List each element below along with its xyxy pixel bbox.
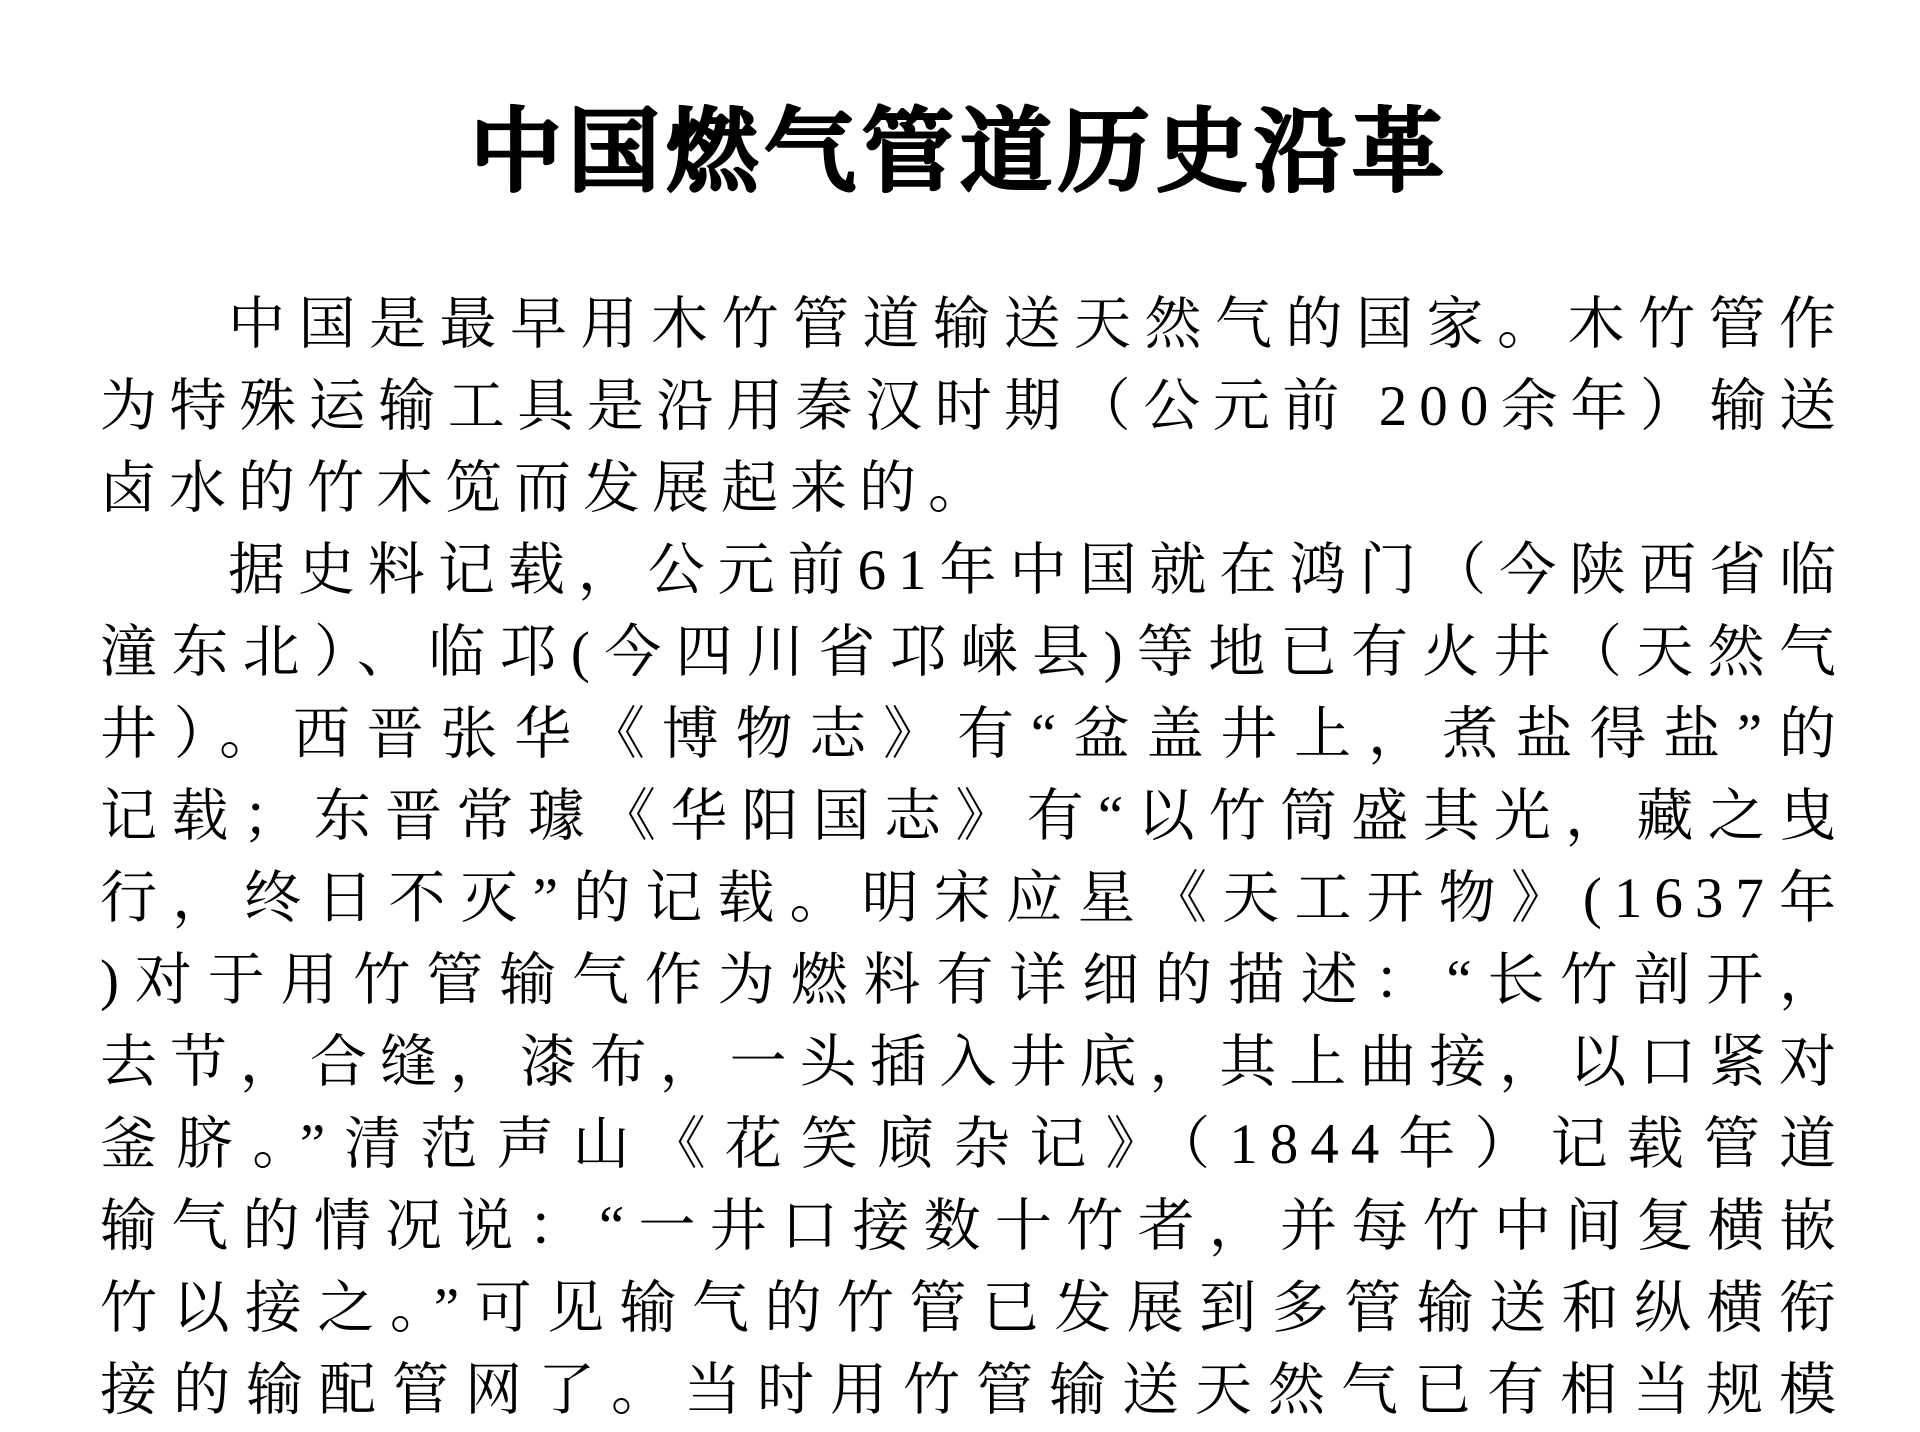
text-line: 釜脐。”清范声山《花笑庼杂记》（1844年）记载管道 xyxy=(100,1113,1848,1176)
text-line: 据史料记载，公元前61年中国就在鸿门（今陕西省临 xyxy=(228,539,1848,602)
text-line: 竹以接之。”可见输气的竹管已发展到多管输送和纵横衔 xyxy=(100,1277,1848,1340)
text-line: 井）。西晋张华《博物志》有“盆盖井上，煮盐得盐”的 xyxy=(100,703,1848,766)
text-line-clipped: 接的输配管网了。当时用竹管输送天然气已有相当规模 xyxy=(100,1359,1848,1422)
text-line: 为特殊运输工具是沿用秦汉时期（公元前 200余年）输送 xyxy=(100,375,1848,438)
page-title: 中国燃气管道历史沿革 xyxy=(469,101,1450,203)
text-line: 去节，合缝，漆布，一头插入井底，其上曲接，以口紧对 xyxy=(100,1031,1848,1094)
text-line: 中国是最早用木竹管道输送天然气的国家。木竹管作 xyxy=(228,293,1848,356)
text-line: 记载；东晋常璩《华阳国志》有“以竹筒盛其光，藏之曳 xyxy=(100,785,1848,848)
article-body xyxy=(100,284,1848,1432)
text-line: 输气的情况说：“一井口接数十竹者，并每竹中间复横嵌 xyxy=(100,1195,1848,1258)
text-line: 卤水的竹木笕而发展起来的。 xyxy=(100,457,997,520)
text-line: )对于用竹管输气作为燃料有详细的描述：“长竹剖开， xyxy=(100,949,1848,1012)
text-line: 行，终日不灭”的记载。明宋应星《天工开物》(1637年 xyxy=(100,867,1848,930)
text-line: 潼东北）、临邛(今四川省邛崃县)等地已有火井（天然气 xyxy=(100,621,1848,684)
